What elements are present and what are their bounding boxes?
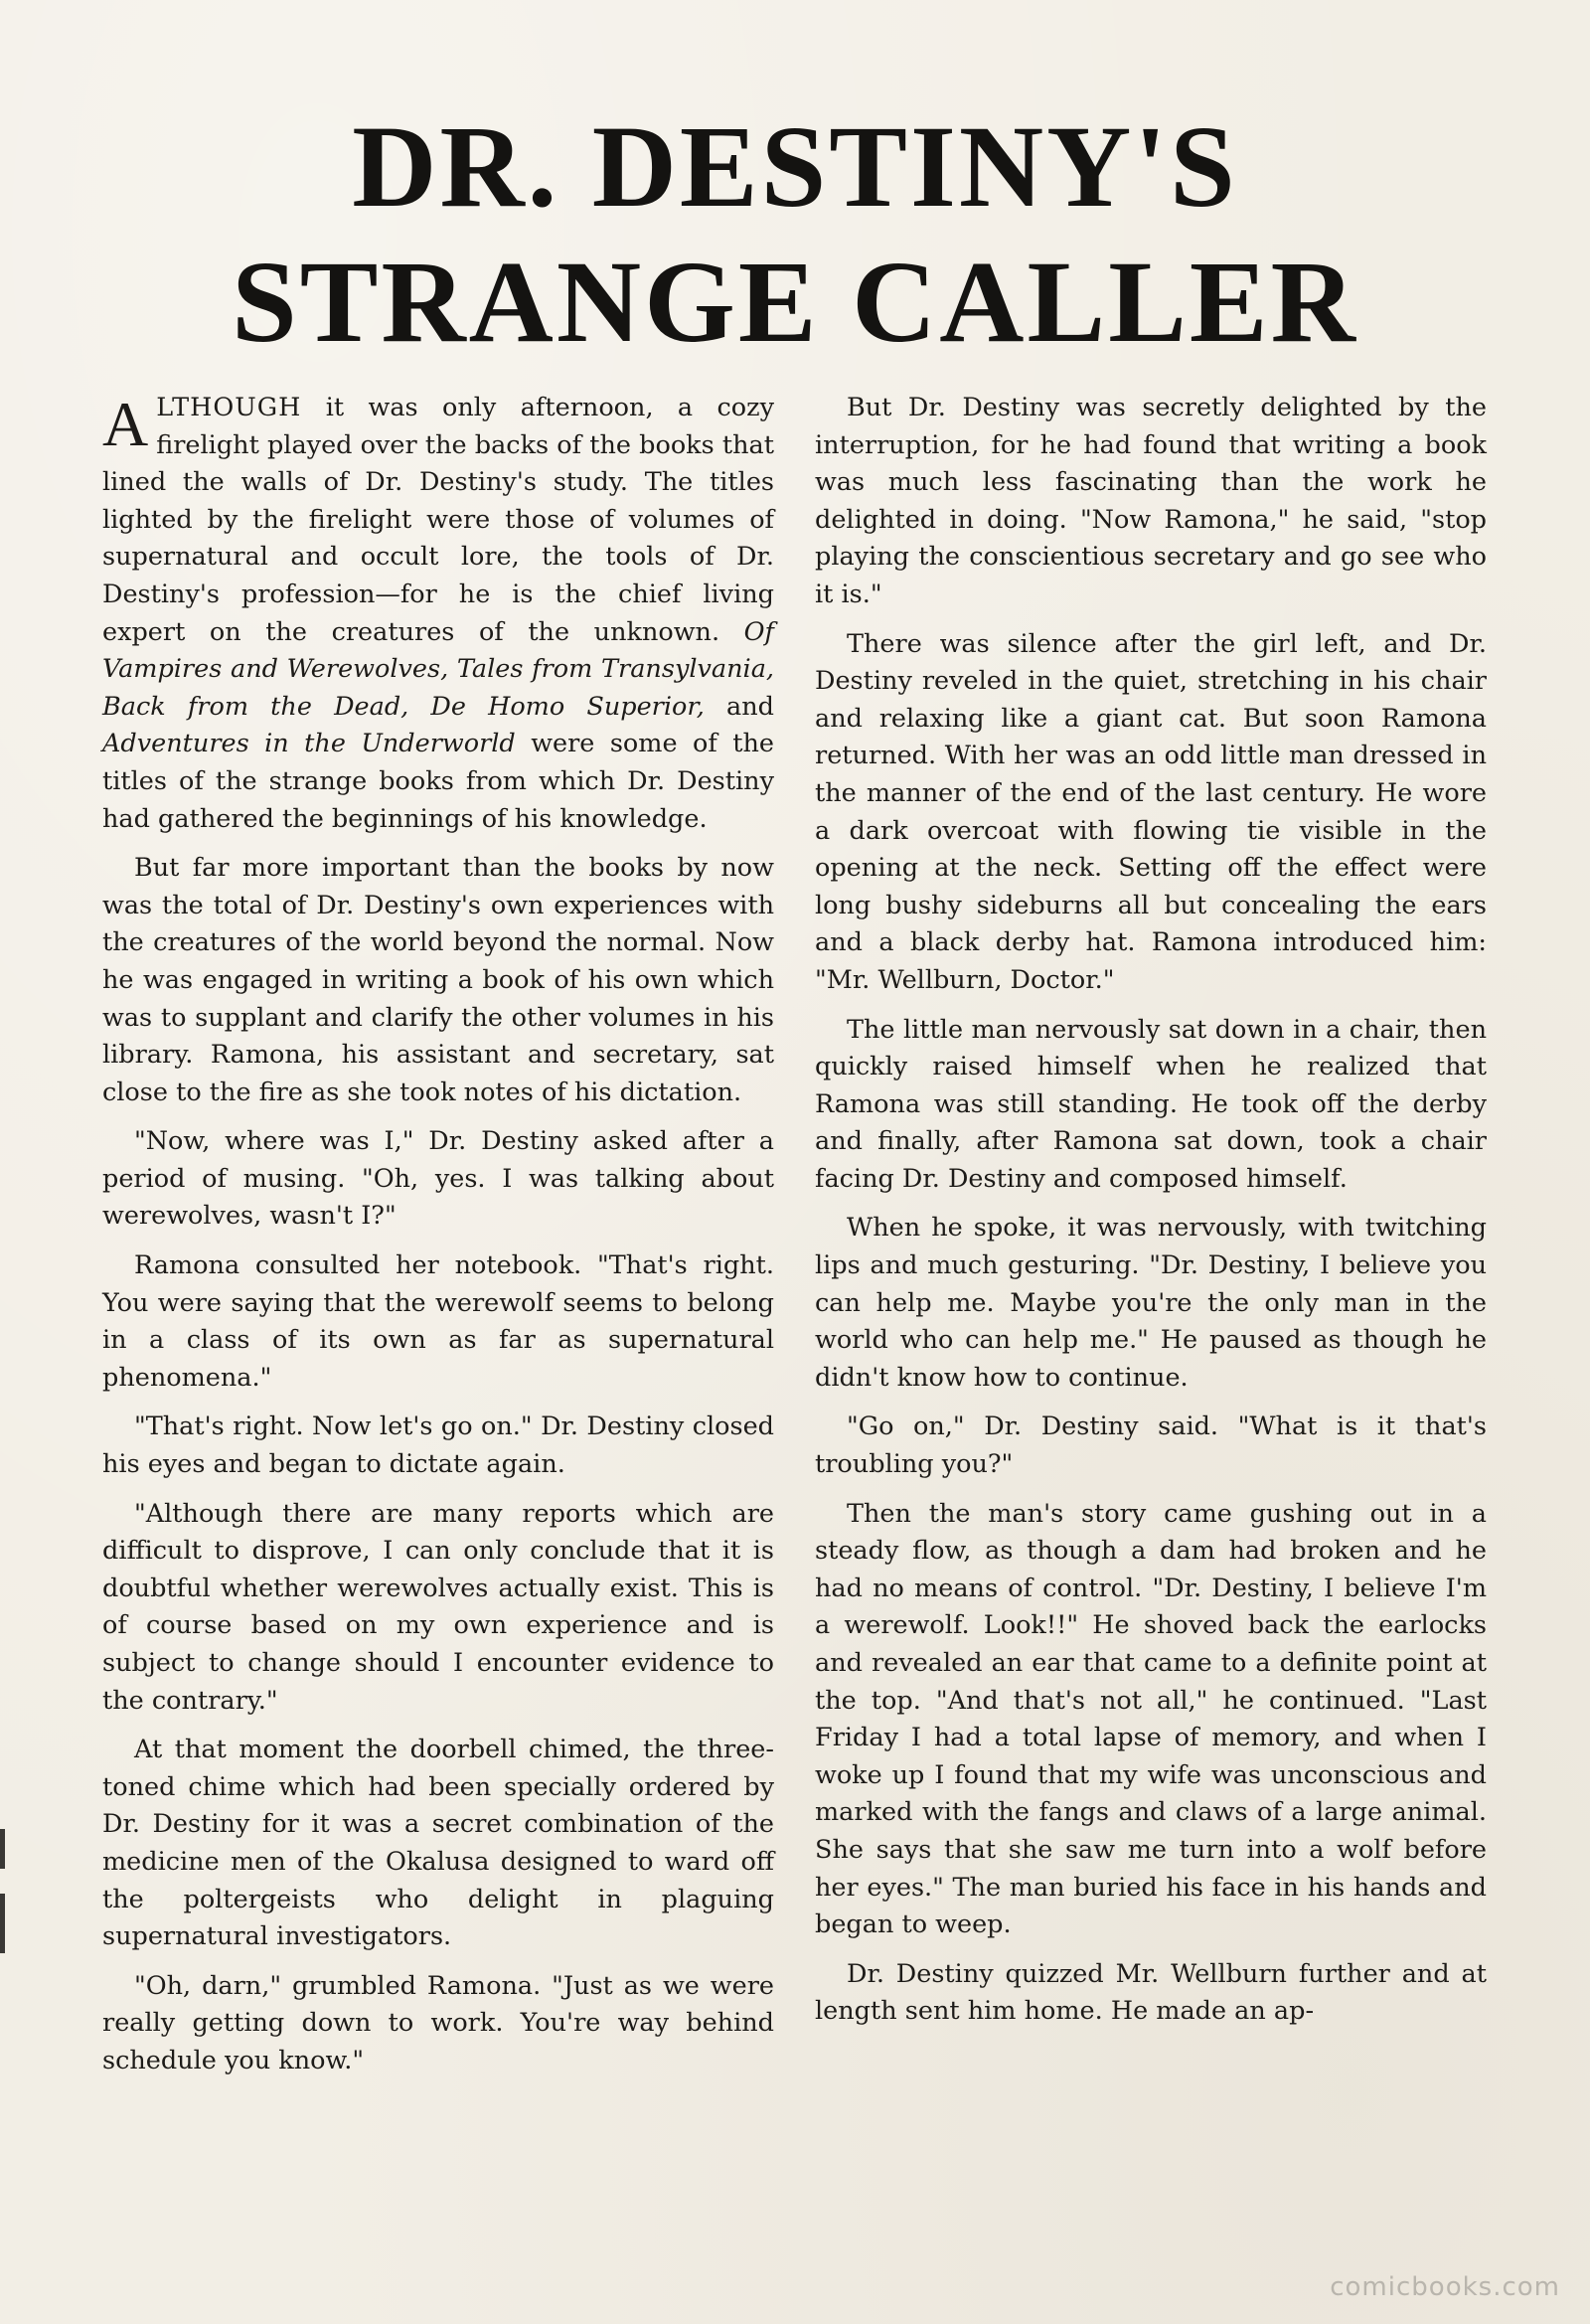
paragraph-10: There was silence after the girl left, and Dr. Destiny reveled in the quiet, stretching in his chair and relaxing like a giant cat. But soon Ramona returned. With her was an odd little man dressed in the manner of the end of the last century. He wore a dark overcoat with flowing tie visible in the opening at the neck. Setting off the effect were long bushy sideburns all but concealing the ears and a black derby hat. Ramona introduced him: "Mr. Wellburn, Doctor." xyxy=(815,628,1487,995)
paragraph-6: "Although there are many reports which are difficult to disprove, I can only conclude that it is doubtful whether werewolves actually exist. This is of course based on my own experience and is subject to change should I encounter evidence to the contrary." xyxy=(102,1498,774,1716)
right-column xyxy=(815,390,1487,2043)
book-titles: Of Vampires and Werewolves, Tales from Transylvania, Back from the Dead, De Homo Superior, xyxy=(102,616,774,722)
paragraph-text: were some of the titles of the strange books from which Dr. Destiny had gathered the beginnings of his knowledge. xyxy=(102,729,774,834)
paragraph-text: and xyxy=(704,691,774,722)
paragraph-14: Then the man's story came gushing out in a steady flow, as though a dam had broken and he had no means of control. "Dr. Destiny, I believe I'm a werewolf. Look!!" He shoved back the earlocks and revealed an ear that came to a definite point at the top. "And that's not all," he continued. "Last Friday I had a total lapse of memory, and when I woke up I found that my wife was unconscious and marked with the fangs and claws of a large animal. She says that she saw me turn into a wolf before her eyes." The man buried his face in his hands and began to weep. xyxy=(815,1498,1487,1940)
paragraph-4: Ramona consulted her notebook. "That's right. You were saying that the werewolf seems to belong in a class of its own as far as supernatural phenomena." xyxy=(102,1250,774,1393)
drop-cap: A xyxy=(102,389,149,459)
paragraph-2: But far more important than the books by now was the total of Dr. Destiny's own experiences with the creatures of the world beyond the normal. Now he was engaged in writing a book of his own which was to supplant and clarify the other volumes in his library. Ramona, his assistant and secretary, sat close to the fire as she took notes of his dictation. xyxy=(102,853,774,1107)
paragraph-5: "That's right. Now let's go on." Dr. Destiny closed his eyes and began to dictate again. xyxy=(102,1411,774,1480)
paragraph-9: But Dr. Destiny was secretly delighted by the interruption, for he had found that writing a book was much less fascinating than the work he delighted in doing. "Now Ramona," he said, "stop playing the conscientious secretary and go see who it is." xyxy=(815,393,1487,609)
binding-mark xyxy=(0,1894,5,1953)
paragraph-1 xyxy=(102,390,774,838)
paragraph-8: "Oh, darn," grumbled Ramona. "Just as we were really getting down to work. You're way behind schedule you know." xyxy=(102,1970,774,2075)
paragraph-13: "Go on," Dr. Destiny said. "What is it that's troubling you?" xyxy=(815,1411,1487,1480)
site-watermark: comicbooks.com xyxy=(1330,2272,1560,2302)
paragraph-12: When he spoke, it was nervously, with twitching lips and much gesturing. "Dr. Destiny, I believe you can help me. Maybe you're the only man in the world who can help me." He paused as though he didn't know how to continue. xyxy=(815,1213,1487,1393)
paragraph-11: The little man nervously sat down in a chair, then quickly raised himself when he realized that Ramona was still standing. He took off the derby and finally, after Ramona sat down, took a chair facing Dr. Destiny and composed himself. xyxy=(815,1014,1487,1194)
book-title: Adventures in the Underworld xyxy=(102,729,516,759)
paragraph-15: Dr. Destiny quizzed Mr. Wellburn further and at length sent him home. He made an ap- xyxy=(815,1958,1487,2027)
binding-mark xyxy=(0,1829,5,1869)
lead-word: LTHOUGH xyxy=(156,393,302,422)
paragraph-3: "Now, where was I," Dr. Destiny asked after a period of musing. "Oh, yes. I was talking about werewolves, wasn't I?" xyxy=(102,1126,774,1232)
title-line-2: STRANGE CALLER xyxy=(232,237,1358,367)
left-column xyxy=(102,390,774,2092)
paragraph-text: it was only afternoon, a cozy firelight played over the backs of the books that lined the walls of Dr. Destiny's study. The titles lighted by the firelight were those of volumes of supernatural and occult lore, the tools of Dr. Destiny's profession—for he is the chief living expert on the creatures of the unknown. xyxy=(102,393,774,647)
story-title xyxy=(0,99,1590,370)
title-line-1: DR. DESTINY'S xyxy=(352,101,1238,232)
paragraph-7: At that moment the doorbell chimed, the three-toned chime which had been specially ordered by Dr. Destiny for it was a secret combination of the medicine men of the Okalusa designed to ward off the poltergeists who delight in plaguing supernatural investigators. xyxy=(102,1735,774,1952)
